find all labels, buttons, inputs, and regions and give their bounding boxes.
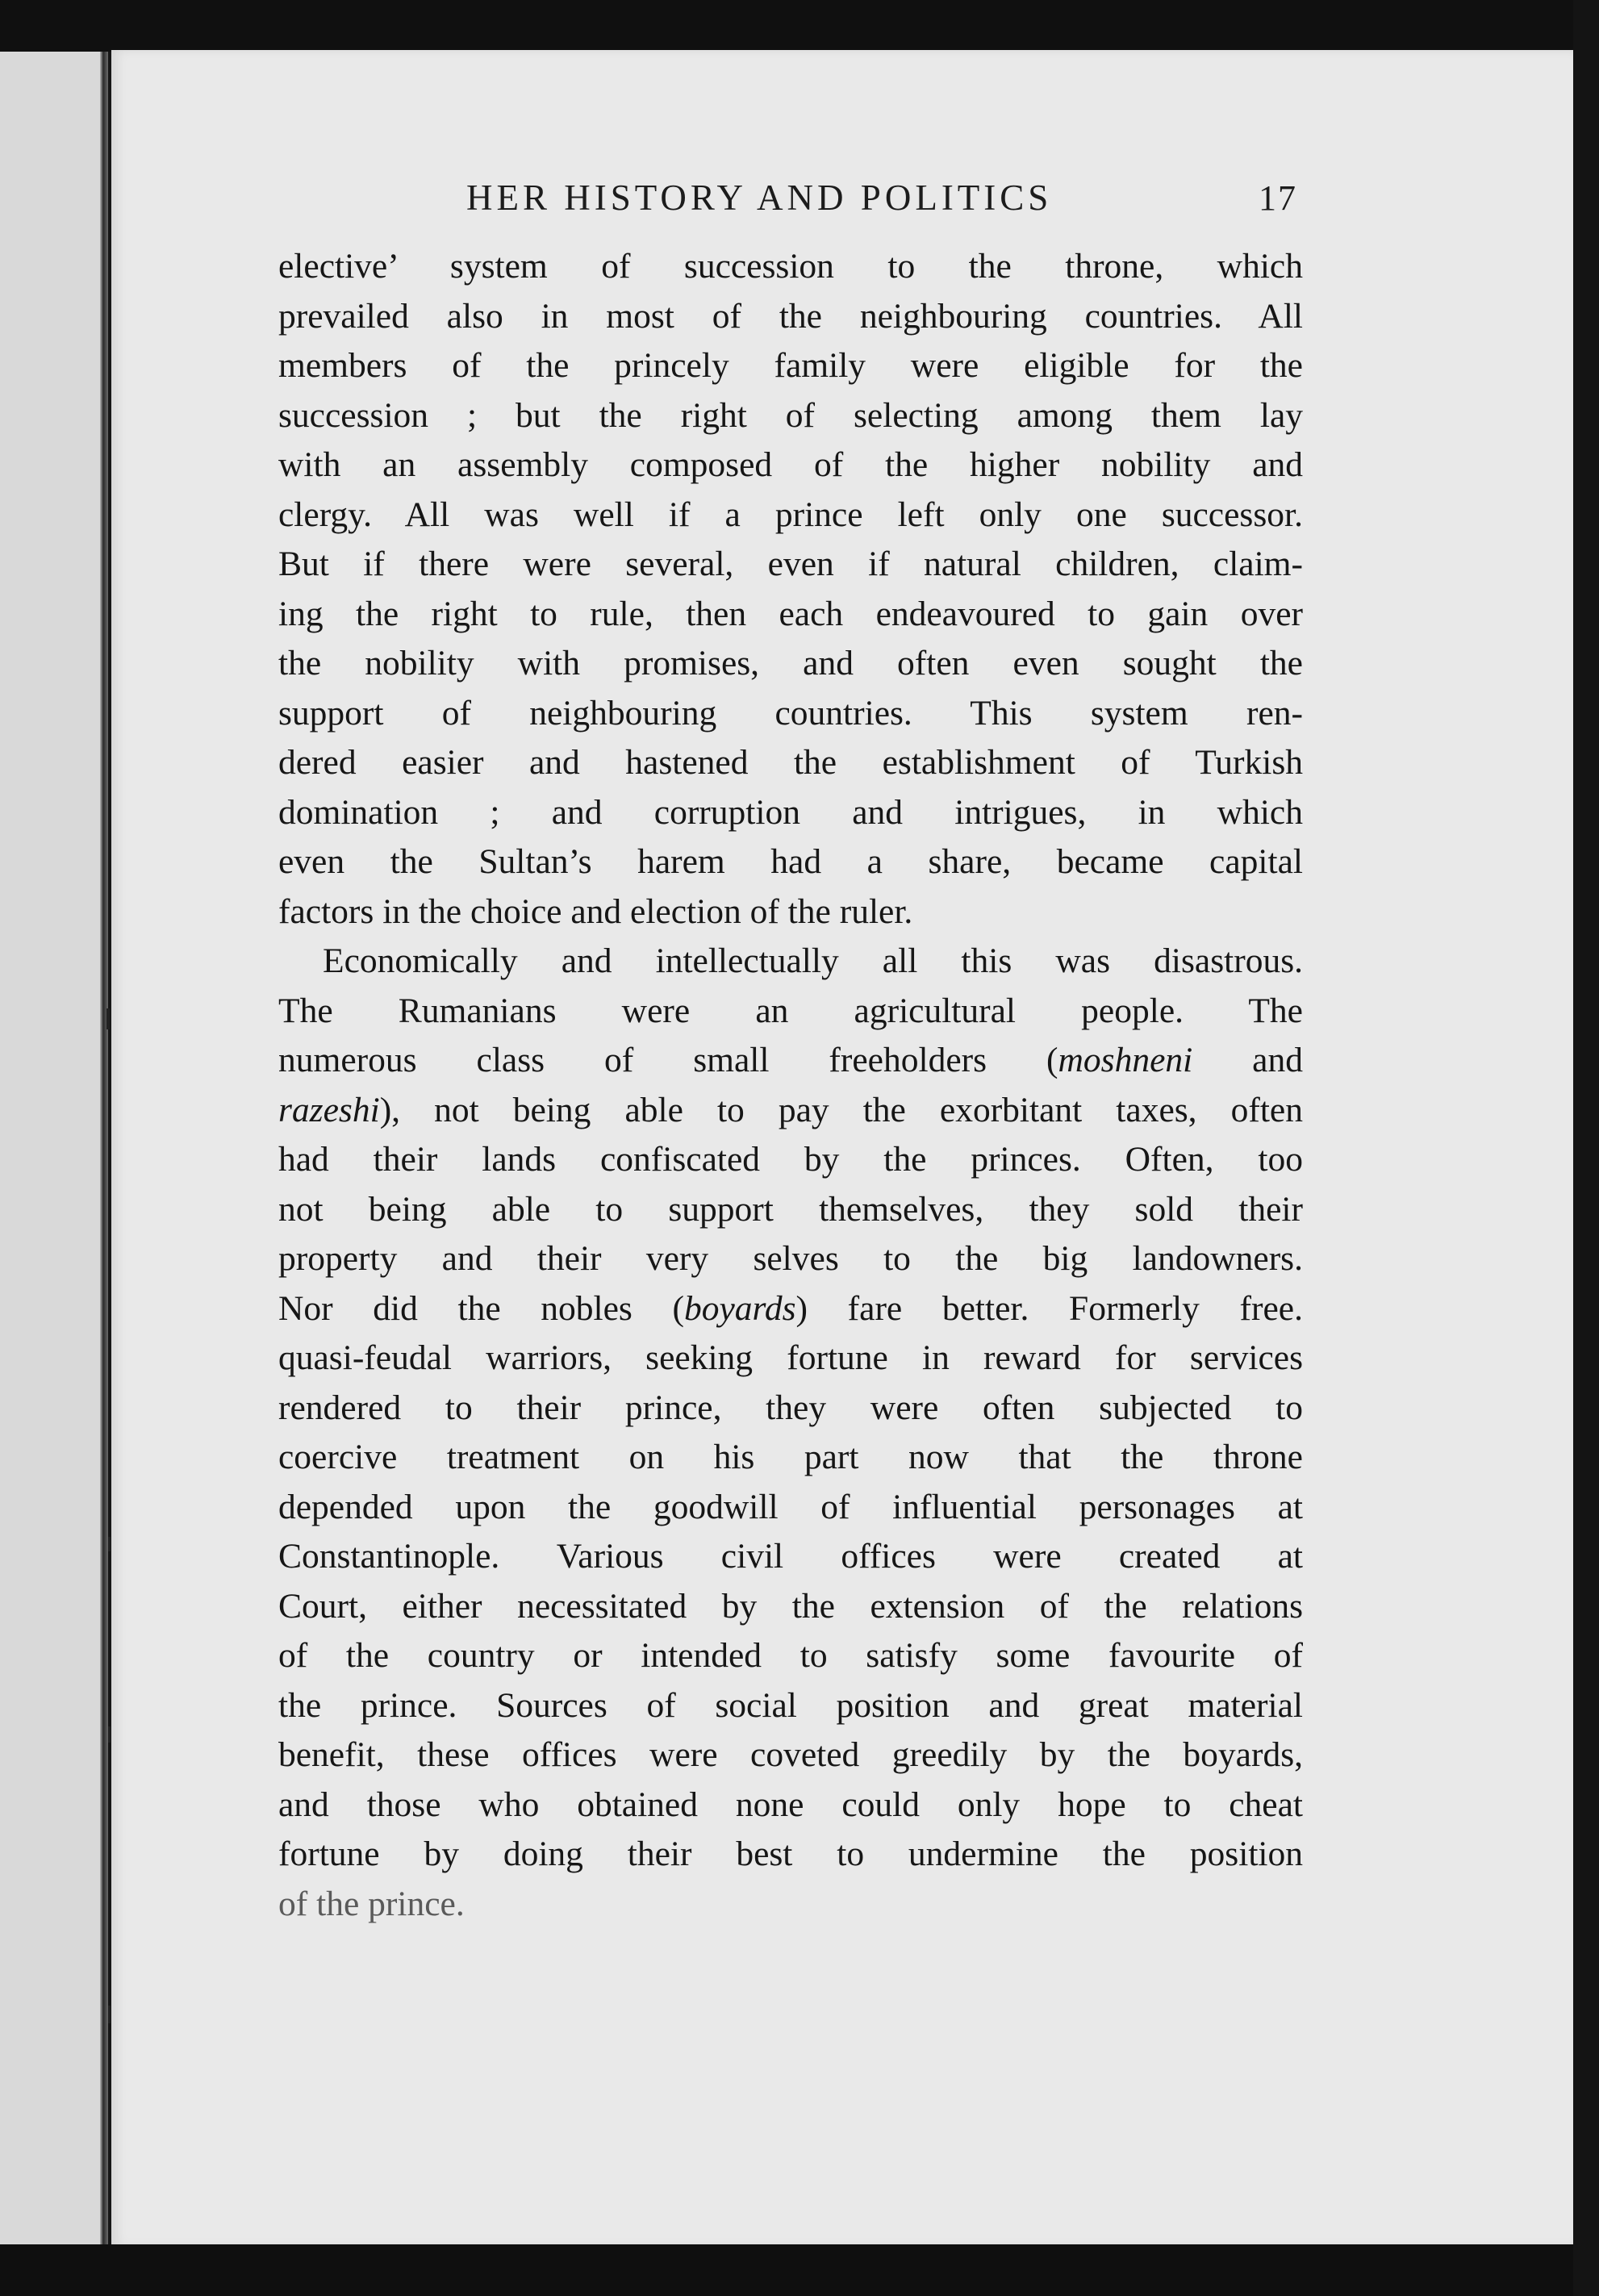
text-line	[278, 1681, 1303, 1731]
scan-border-right	[1573, 0, 1599, 2296]
text-run: coercive treatment on his part now that the throne	[278, 1438, 1303, 1476]
text-line	[278, 788, 1303, 838]
text-line	[278, 937, 1303, 987]
running-head-title: HER HISTORY AND POLITICS	[466, 177, 1053, 218]
text-run: rendered to their prince, they were often subjected to	[278, 1388, 1303, 1427]
text-line	[278, 887, 1303, 937]
text-line	[278, 1433, 1303, 1483]
text-line	[278, 590, 1303, 640]
text-run: of the prince.	[278, 1884, 465, 1923]
text-line	[278, 1185, 1303, 1235]
text-line	[278, 1284, 1303, 1334]
text-run: fortune by doing their best to undermine the position	[278, 1835, 1303, 1873]
text-line	[278, 738, 1303, 788]
text-run: prevailed also in most of the neighbouring countries. All	[278, 296, 1303, 336]
text-run: property and their very selves to the big landowners.	[278, 1239, 1303, 1278]
running-head	[466, 173, 1297, 222]
paragraph	[278, 937, 1303, 1929]
text-line	[278, 1631, 1303, 1681]
facing-page-mark	[108, 2006, 111, 2023]
text-line	[278, 1036, 1303, 1086]
text-line	[278, 491, 1303, 541]
text-line	[278, 987, 1303, 1037]
text-run: But if there were several, even if natural children, claim-	[278, 545, 1303, 583]
text-line	[278, 1730, 1303, 1780]
text-line	[278, 1532, 1303, 1582]
text-line	[278, 242, 1303, 292]
text-line	[278, 1582, 1303, 1632]
italic-term: razeshi	[278, 1090, 380, 1129]
facing-page-mark	[108, 1537, 111, 1551]
text-run: the prince. Sources of social position and great material	[278, 1685, 1303, 1725]
text-run: elective’ system of succession to the throne, which	[278, 247, 1303, 286]
body-text	[278, 242, 1303, 1929]
text-line	[278, 1234, 1303, 1284]
text-line	[278, 1135, 1303, 1185]
text-run: with an assembly composed of the higher nobility and	[278, 445, 1303, 484]
text-run: ) fare better. Formerly free.	[795, 1288, 1303, 1328]
text-line	[278, 292, 1303, 342]
italic-term: moshneni	[1058, 1041, 1193, 1079]
text-line	[278, 1334, 1303, 1384]
text-run: quasi-feudal warriors, seeking fortune in reward for services	[278, 1338, 1303, 1377]
text-run: not being able to support themselves, they sold their	[278, 1189, 1303, 1229]
text-run: the nobility with promises, and often even sought the	[278, 644, 1303, 683]
text-line	[278, 1483, 1303, 1533]
scan-border-top	[0, 0, 1599, 52]
text-run: numerous class of small freeholders (	[278, 1041, 1058, 1079]
facing-page-edge	[0, 52, 105, 2244]
text-line	[278, 341, 1303, 391]
text-run: factors in the choice and election of the ruler.	[278, 891, 913, 931]
text-line	[278, 1880, 1303, 1930]
text-run: even the Sultan’s harem had a share, became capital	[278, 842, 1303, 881]
paragraph	[278, 242, 1303, 937]
text-line	[278, 639, 1303, 689]
text-run: Economically and intellectually all this was disastrous.	[323, 941, 1303, 980]
text-line	[278, 1780, 1303, 1831]
scan-border-bottom	[0, 2244, 1599, 2296]
text-run: benefit, these offices were coveted greedily by the boyards,	[278, 1735, 1303, 1774]
text-run: Court, either necessitated by the extension of the relations	[278, 1586, 1303, 1626]
text-run: ing the right to rule, then each endeavoured to gain over	[278, 594, 1303, 633]
text-run: succession ; but the right of selecting among them lay	[278, 395, 1303, 435]
text-run: members of the princely family were eligible for the	[278, 346, 1303, 385]
text-line	[278, 1086, 1303, 1136]
text-line	[278, 440, 1303, 491]
facing-page-mark	[108, 1726, 111, 1743]
text-line	[278, 689, 1303, 739]
text-run: Constantinople. Various civil offices were created at	[278, 1537, 1303, 1576]
text-run: and	[1192, 1041, 1303, 1079]
text-run: Nor did the nobles (	[278, 1288, 684, 1328]
text-run: depended upon the goodwill of influential personages at	[278, 1487, 1303, 1526]
text-run: had their lands confiscated by the princes. Often, too	[278, 1140, 1303, 1179]
text-line	[278, 391, 1303, 441]
text-line	[278, 837, 1303, 887]
text-run: dered easier and hastened the establishment of Turkish	[278, 743, 1303, 782]
facing-page-mark	[106, 1008, 110, 1029]
text-line	[278, 540, 1303, 590]
italic-term: boyards	[683, 1288, 796, 1328]
text-line	[278, 1384, 1303, 1434]
text-run: of the country or intended to satisfy some favourite of	[278, 1636, 1303, 1675]
text-run: domination ; and corruption and intrigues, in which	[278, 792, 1303, 832]
text-run: The Rumanians were an agricultural people. The	[278, 991, 1303, 1030]
text-run: ), not being able to pay the exorbitant taxes, often	[379, 1090, 1303, 1129]
text-line	[278, 1830, 1303, 1880]
book-gutter	[100, 52, 108, 2244]
text-run: clergy. All was well if a prince left only one successor.	[278, 495, 1303, 534]
text-run: support of neighbouring countries. This system ren-	[278, 693, 1303, 733]
page-number: 17	[1259, 177, 1297, 218]
text-run: and those who obtained none could only hope to cheat	[278, 1785, 1303, 1824]
